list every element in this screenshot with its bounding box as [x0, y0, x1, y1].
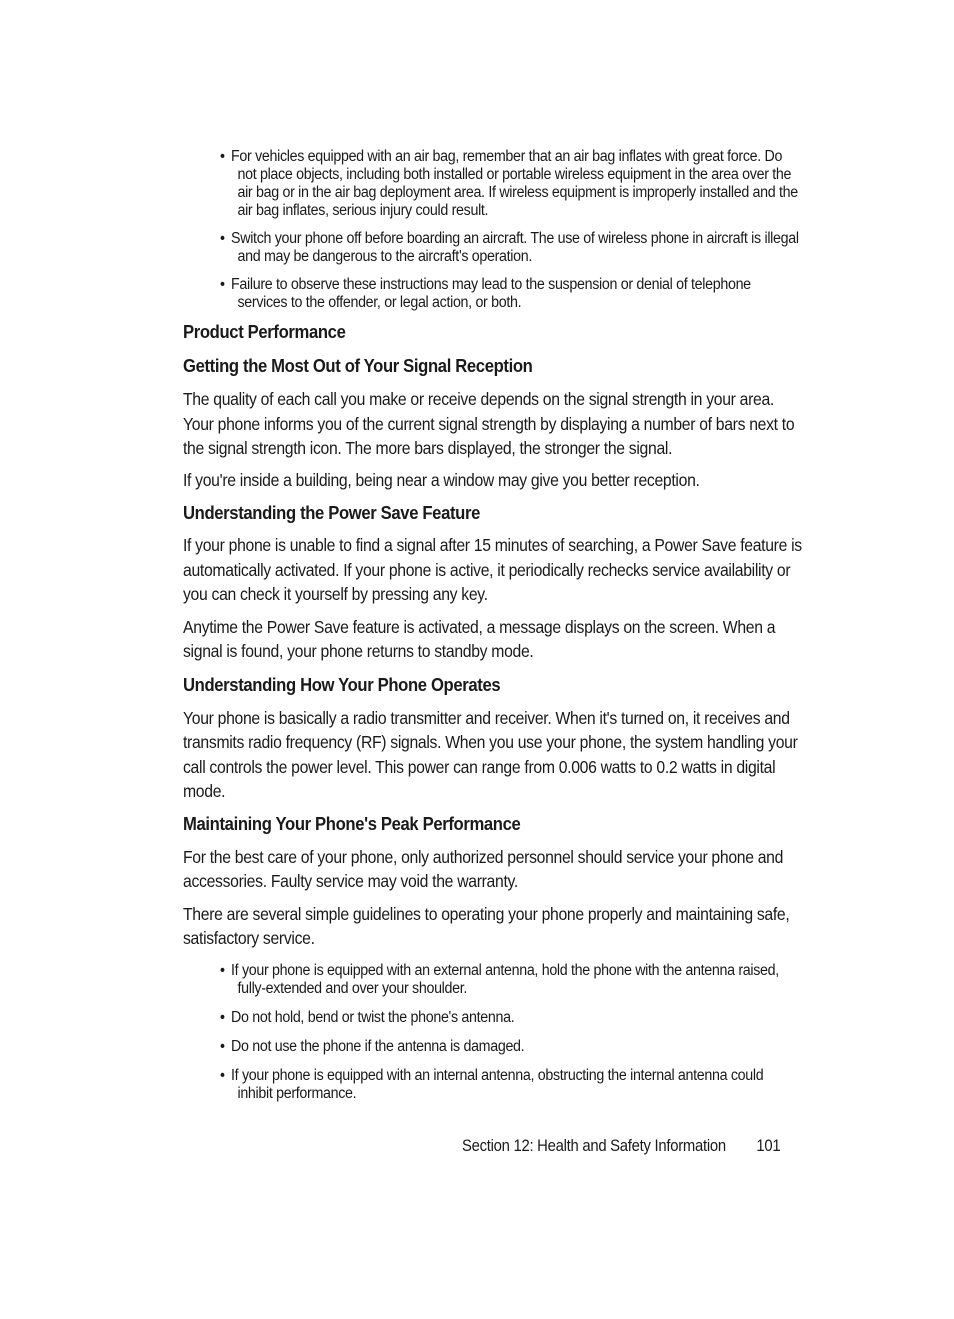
bullet-icon: •: [220, 961, 225, 979]
list-item: [220, 148, 801, 220]
phone-operates-heading: Understanding How Your Phone Operates: [183, 673, 501, 695]
list-item: [220, 1067, 801, 1103]
peak-performance-paragraph-2: There are several simple guidelines to operating your phone properly and maintaining safe, satisfactory service.: [183, 903, 790, 948]
power-save-paragraph-2: Anytime the Power Save feature is activated, a message displays on the screen. When a signal is found, your phone returns to standby mode.: [183, 616, 776, 661]
bullet-icon: •: [220, 276, 225, 293]
power-save-paragraph-1: If your phone is unable to find a signal after 15 minutes of searching, a Power Save feature is automatically activated. If your phone is active, it periodically rechecks service availability or you can check it yourself by pressing any key.: [183, 535, 802, 604]
vehicle-aircraft-bullet-list: [220, 148, 803, 312]
bullet-text: Do not use the phone if the antenna is damaged.: [231, 1037, 525, 1055]
list-item: [220, 1009, 801, 1027]
signal-paragraph-2: If you're inside a building, being near a window may give you better reception.: [183, 469, 700, 490]
bullet-text: Do not hold, bend or twist the phone's antenna.: [231, 1008, 515, 1026]
bullet-icon: •: [220, 230, 225, 247]
product-performance-heading: Product Performance: [183, 321, 346, 342]
peak-performance-paragraph-1: For the best care of your phone, only authorized personnel should service your phone and accessories. Faulty service may void the warranty.: [183, 846, 784, 891]
bullet-text: If your phone is equipped with an internal antenna, obstructing the internal antenna could inhibit performance.: [231, 1066, 764, 1102]
bullet-text: If your phone is equipped with an external antenna, hold the phone with the antenna raised, fully-extended and over your shoulder.: [231, 961, 779, 997]
list-item: [220, 276, 801, 312]
bullet-icon: •: [220, 1008, 225, 1026]
footer-section-title: Section 12: Health and Safety Information: [462, 1137, 726, 1155]
bullet-icon: •: [220, 148, 225, 165]
page-footer: [462, 1137, 780, 1156]
bullet-text: For vehicles equipped with an air bag, remember that an air bag inflates with great force. Do not place objects, including both installed or portable wireless equipment in the area over the air bag or in the air bag deployment area. If wireless equipment is improperly installed and the air bag inflates, serious injury could result.: [231, 148, 798, 219]
phone-operates-paragraph: Your phone is basically a radio transmitter and receiver. When it's turned on, it receives and transmits radio frequency (RF) signals. When you use your phone, the system handling your call controls the power level. This power can range from 0.006 watts to 0.2 watts in digital mode.: [183, 707, 798, 801]
bullet-icon: •: [220, 1066, 225, 1084]
peak-performance-heading: Maintaining Your Phone's Peak Performance: [183, 812, 521, 834]
list-item: [220, 230, 801, 266]
bullet-icon: •: [220, 1037, 225, 1055]
list-item: [220, 1038, 801, 1056]
power-save-heading: Understanding the Power Save Feature: [183, 502, 480, 523]
signal-paragraph-1: The quality of each call you make or receive depends on the signal strength in your area. Your phone informs you of the current signal strength by displaying a number of bars next to the signal strength icon. The more bars displayed, the stronger the signal.: [183, 389, 795, 458]
signal-reception-heading: Getting the Most Out of Your Signal Reception: [183, 355, 533, 376]
antenna-bullet-list: [220, 962, 803, 1103]
page-number: 101: [756, 1137, 781, 1155]
bullet-text: Switch your phone off before boarding an aircraft. The use of wireless phone in aircraft is illegal and may be dangerous to the aircraft's operation.: [231, 230, 799, 265]
list-item: [220, 962, 801, 998]
page-content: [183, 148, 803, 1114]
bullet-text: Failure to observe these instructions may lead to the suspension or denial of telephone services to the offender, or legal action, or both.: [231, 276, 751, 311]
